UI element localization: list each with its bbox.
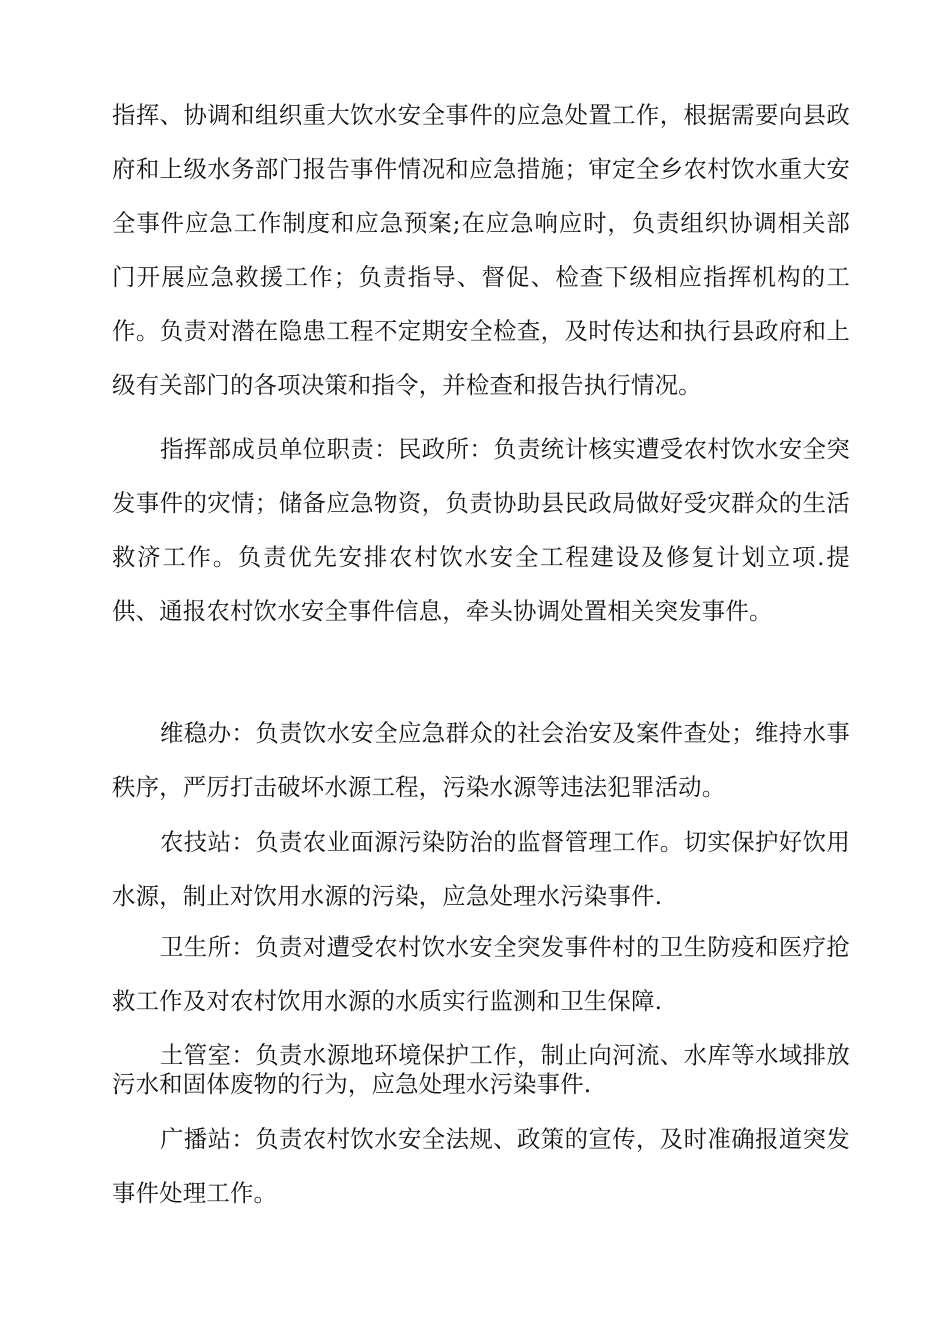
paragraph-health-center: 卫生所：负责对遭受农村饮水安全突发事件村的卫生防疫和医疗抢救工作及对农村饮用水源的水质实行监测和卫生保障. — [112, 933, 850, 1015]
paragraph-command-duties: 指挥、协调和组织重大饮水安全事件的应急处置工作，根据需要向县政府和上级水务部门报告事件情况和应急措施；审定全乡农村饮水重大安全事件应急工作制度和应急预案;在应急响应时，负责组织协调相关部门开展应急救援工作；负责指导、督促、检查下级相应指挥机构的工作。负责对潜在隐患工程不定期安全检查，及时传达和执行县政府和上级有关部门的各项决策和指令，并检查和报告执行情况。 — [112, 101, 850, 399]
paragraph-broadcast-station: 广播站：负责农村饮水安全法规、政策的宣传，及时准确报道突发事件处理工作。 — [112, 1125, 850, 1207]
paragraph-land-management: 土管室：负责水源地环境保护工作，制止向河流、水库等水域排放污水和固体废物的行为，应急处理水污染事件. — [112, 1041, 850, 1098]
paragraph-agri-tech-station: 农技站：负责农业面源污染防治的监督管理工作。切实保护好饮用水源，制止对饮用水源的污染，应急处理水污染事件. — [112, 828, 850, 910]
paragraph-stability-office: 维稳办：负责饮水安全应急群众的社会治安及案件查处；维持水事秩序，严厉打击破坏水源工程，污染水源等违法犯罪活动。 — [112, 719, 850, 801]
paragraph-member-unit-duties: 指挥部成员单位职责：民政所：负责统计核实遭受农村饮水安全突发事件的灾情；储备应急物资，负责协助县民政局做好受灾群众的生活救济工作。负责优先安排农村饮水安全工程建设及修复计划立项.提供、通报农村饮水安全事件信息，牵头协调处置相关突发事件。 — [112, 435, 850, 625]
